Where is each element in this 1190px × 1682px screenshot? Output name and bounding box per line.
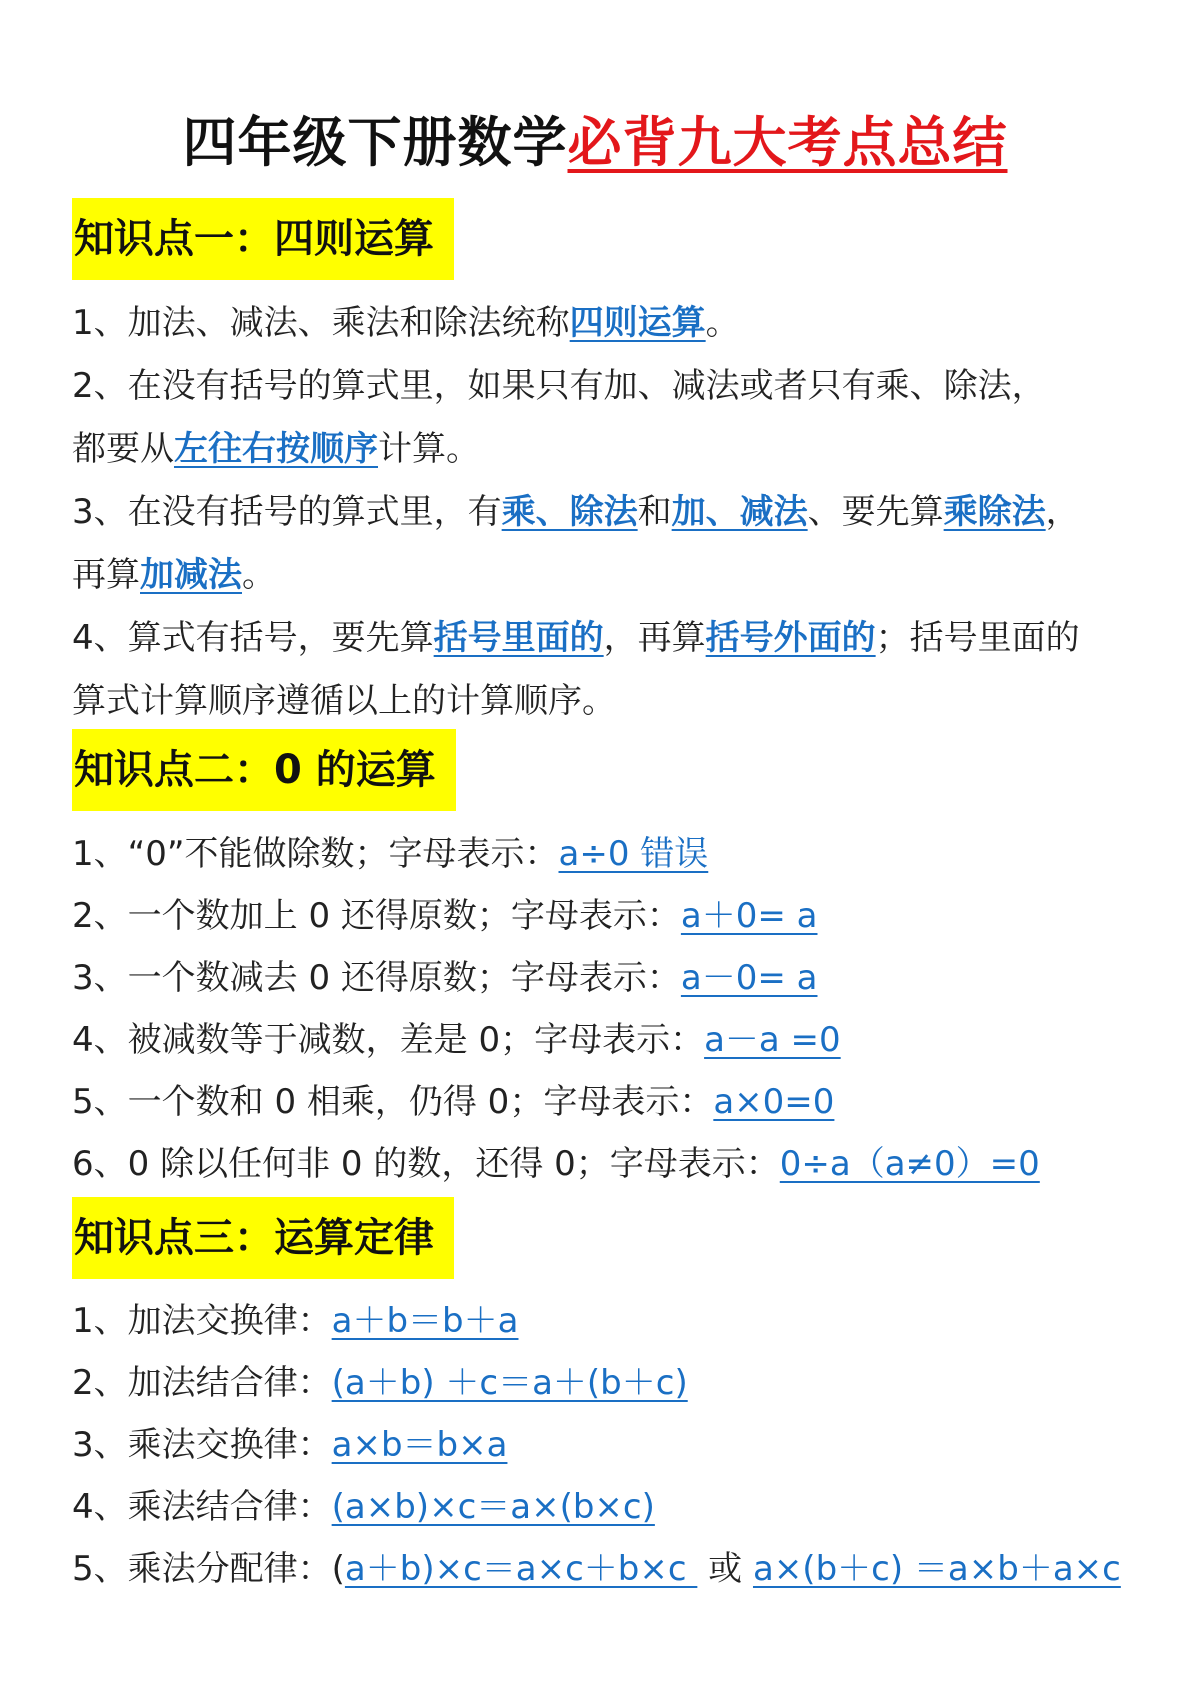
page-title [0, 100, 1190, 177]
title-red: 必背九大考点总结 [567, 111, 1008, 174]
text: 算式计算顺序遵循以上的计算顺序。 [72, 681, 616, 721]
section-heading-1: 知识点一：四则运算 [72, 198, 454, 280]
s1-line-1 [72, 292, 1132, 354]
title-black: 四年级下册数学 [182, 111, 568, 174]
text: 。 [242, 555, 276, 595]
s3-line-5 [72, 1538, 1132, 1600]
s3-line-3 [72, 1414, 1132, 1476]
s3-line-2 [72, 1352, 1132, 1414]
formula: a－a =0 [704, 1020, 841, 1060]
s1-line-2 [72, 355, 1132, 417]
s2-line-1 [72, 823, 1132, 885]
text: 2、加法结合律： [72, 1363, 332, 1403]
text: 4、算式有括号，要先算 [72, 618, 434, 658]
text: 或 [697, 1549, 753, 1589]
formula: a×b＝b×a [331, 1425, 508, 1465]
highlight-term: 乘除法 [943, 492, 1046, 532]
text: 和 [637, 492, 672, 532]
s2-line-6 [72, 1133, 1132, 1195]
text: 、要先算 [807, 492, 944, 532]
s1-line-7 [72, 670, 1132, 732]
s3-line-1 [72, 1290, 1132, 1352]
s1-line-4 [72, 481, 1132, 543]
highlight-term: 乘、除法 [501, 492, 638, 532]
text: 4、被减数等于减数，差是 0；字母表示： [72, 1020, 705, 1060]
formula: a×(b＋c) ＝a×b＋a×c [752, 1549, 1121, 1589]
highlight-term: 左往右按顺序 [174, 429, 378, 469]
formula: (a＋b) ＋c＝a＋(b＋c) [331, 1363, 688, 1403]
text: 。 [705, 303, 740, 343]
s2-line-2 [72, 885, 1132, 947]
text: ；括号里面的 [875, 618, 1080, 658]
text: ，再算 [603, 618, 706, 658]
text: 3、一个数减去 0 还得原数；字母表示： [72, 958, 681, 998]
formula: a－0= a [680, 958, 818, 998]
text: 2、一个数加上 0 还得原数；字母表示： [72, 896, 681, 936]
highlight-term: 加、减法 [671, 492, 808, 532]
text: 都要从 [72, 429, 174, 469]
text: 1、加法、减法、乘法和除法统称 [72, 303, 570, 343]
text: 6、0 除以任何非 0 的数，还得 0；字母表示： [72, 1144, 780, 1184]
text: 3、在没有括号的算式里，有 [72, 492, 502, 532]
highlight-term: 括号里面的 [433, 618, 604, 658]
highlight-term: 四则运算 [569, 303, 706, 343]
text: 3、乘法交换律： [72, 1425, 332, 1465]
s2-line-5 [72, 1071, 1132, 1133]
s1-line-5 [72, 544, 1132, 606]
highlight-term: 括号外面的 [705, 618, 876, 658]
s2-line-4 [72, 1009, 1132, 1071]
s2-line-3 [72, 947, 1132, 1009]
formula: (a×b)×c＝a×(b×c) [331, 1487, 655, 1527]
s3-line-4 [72, 1476, 1132, 1538]
text: 5、乘法分配律：( [72, 1549, 345, 1589]
text: 计算。 [378, 429, 480, 469]
text: 1、“0”不能做除数；字母表示： [72, 834, 559, 874]
s1-line-6 [72, 607, 1132, 669]
highlight-term: 加减法 [140, 555, 242, 595]
formula: 0÷a（a≠0）=0 [779, 1144, 1040, 1184]
section-heading-3: 知识点三：运算定律 [72, 1197, 454, 1279]
text: 5、一个数和 0 相乘，仍得 0；字母表示： [72, 1082, 714, 1122]
section-heading-2: 知识点二：0 的运算 [72, 729, 456, 811]
text: 再算 [72, 555, 140, 595]
formula: a÷0 错误 [558, 834, 709, 874]
formula: a×0=0 [713, 1082, 835, 1122]
text: ， [1045, 492, 1080, 532]
formula: a＋b)×c＝a×c＋b×c [344, 1549, 698, 1589]
text: 1、加法交换律： [72, 1301, 332, 1341]
formula: a＋0= a [680, 896, 818, 936]
s1-line-3 [72, 418, 1132, 480]
text: 2、在没有括号的算式里，如果只有加、减法或者只有乘、除法， [72, 366, 1046, 406]
formula: a＋b＝b＋a [331, 1301, 519, 1341]
text: 4、乘法结合律： [72, 1487, 332, 1527]
